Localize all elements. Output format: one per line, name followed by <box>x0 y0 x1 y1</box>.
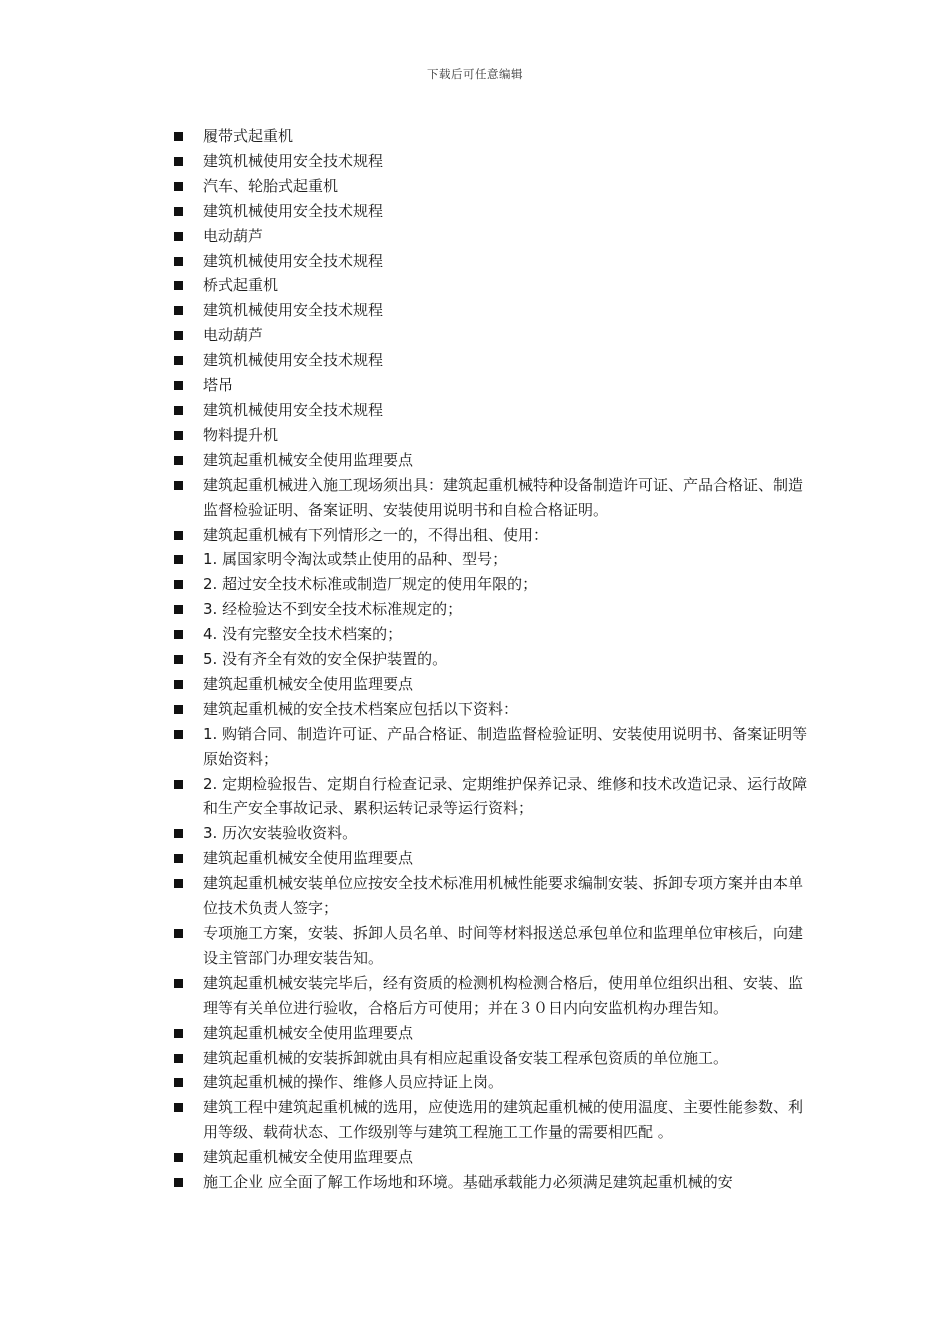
list-item: 建筑起重机械安全使用监理要点 <box>172 1145 812 1170</box>
list-item: 1. 属国家明令淘汰或禁止使用的品种、型号； <box>172 547 812 572</box>
list-item: 建筑起重机械安全使用监理要点 <box>172 672 812 697</box>
list-item: 建筑机械使用安全技术规程 <box>172 398 812 423</box>
list-item: 建筑机械使用安全技术规程 <box>172 249 812 274</box>
list-item: 建筑机械使用安全技术规程 <box>172 199 812 224</box>
list-item: 建筑起重机械的安装拆卸就由具有相应起重设备安装工程承包资质的单位施工。 <box>172 1046 812 1071</box>
bullet-list <box>172 124 812 1195</box>
list-item: 履带式起重机 <box>172 124 812 149</box>
list-item: 专项施工方案，安装、拆卸人员名单、时间等材料报送总承包单位和监理单位审核后，向建设主管部门办理安装告知。 <box>172 921 812 971</box>
list-item: 3. 经检验达不到安全技术标准规定的； <box>172 597 812 622</box>
list-item: 桥式起重机 <box>172 273 812 298</box>
list-item: 1. 购销合同、制造许可证、产品合格证、制造监督检验证明、安装使用说明书、备案证明等原始资料； <box>172 722 812 772</box>
list-item: 建筑起重机械的安全技术档案应包括以下资料： <box>172 697 812 722</box>
list-item: 建筑起重机械安全使用监理要点 <box>172 1021 812 1046</box>
list-item: 物料提升机 <box>172 423 812 448</box>
page-header: 下载后可任意编辑 <box>427 67 523 81</box>
list-item: 建筑机械使用安全技术规程 <box>172 348 812 373</box>
list-item: 建筑工程中建筑起重机械的选用，应使选用的建筑起重机械的使用温度、主要性能参数、利用等级、载荷状态、工作级别等与建筑工程施工工作量的需要相匹配 。 <box>172 1095 812 1145</box>
list-item: 建筑机械使用安全技术规程 <box>172 149 812 174</box>
list-item: 建筑起重机械的操作、维修人员应持证上岗。 <box>172 1070 812 1095</box>
list-item: 2. 超过安全技术标准或制造厂规定的使用年限的； <box>172 572 812 597</box>
list-item: 建筑起重机械安装完毕后，经有资质的检测机构检测合格后，使用单位组织出租、安装、监理等有关单位进行验收，合格后方可使用；并在３０日内向安监机构办理告知。 <box>172 971 812 1021</box>
list-item: 电动葫芦 <box>172 224 812 249</box>
list-item: 建筑起重机械安装单位应按安全技术标准用机械性能要求编制安装、拆卸专项方案并由本单位技术负责人签字； <box>172 871 812 921</box>
list-item: 建筑机械使用安全技术规程 <box>172 298 812 323</box>
list-item: 4. 没有完整安全技术档案的； <box>172 622 812 647</box>
list-item: 建筑起重机械有下列情形之一的，不得出租、使用： <box>172 523 812 548</box>
list-item: 施工企业 应全面了解工作场地和环境。基础承载能力必须满足建筑起重机械的安 <box>172 1170 812 1195</box>
list-item: 3. 历次安装验收资料。 <box>172 821 812 846</box>
list-item: 电动葫芦 <box>172 323 812 348</box>
list-item: 塔吊 <box>172 373 812 398</box>
list-item: 2. 定期检验报告、定期自行检查记录、定期维护保养记录、维修和技术改造记录、运行故障和生产安全事故记录、累积运转记录等运行资料； <box>172 772 812 822</box>
list-item: 建筑起重机械进入施工现场须出具：建筑起重机械特种设备制造许可证、产品合格证、制造监督检验证明、备案证明、安装使用说明书和自检合格证明。 <box>172 473 812 523</box>
list-item: 5. 没有齐全有效的安全保护装置的。 <box>172 647 812 672</box>
list-item: 汽车、轮胎式起重机 <box>172 174 812 199</box>
list-item: 建筑起重机械安全使用监理要点 <box>172 448 812 473</box>
list-item: 建筑起重机械安全使用监理要点 <box>172 846 812 871</box>
